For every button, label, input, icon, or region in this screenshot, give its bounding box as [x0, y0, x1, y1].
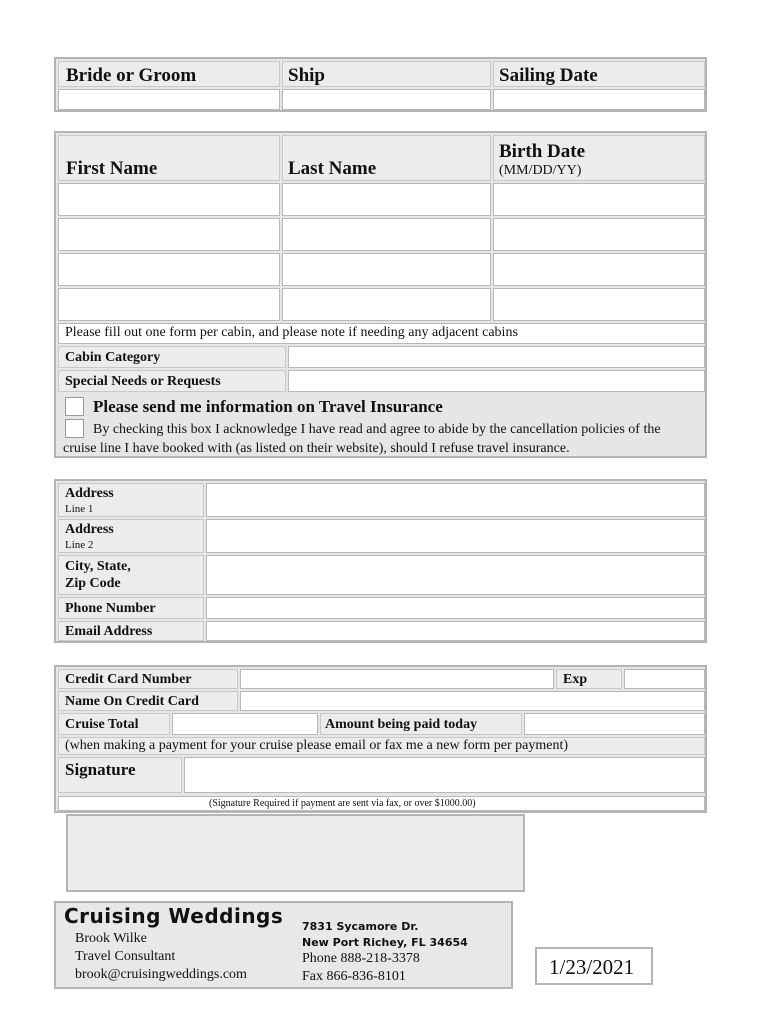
last-name-header: [282, 135, 491, 181]
signature-note-row: [58, 796, 705, 811]
cruise-total-label: Cruise Total: [65, 717, 139, 732]
ship-label: Ship: [288, 65, 325, 86]
last-name-input-2[interactable]: [282, 218, 491, 251]
passenger-table: [54, 131, 707, 458]
name-on-card-input[interactable]: [240, 691, 705, 711]
cabin-category-cell: [58, 346, 286, 368]
birth-date-input-1[interactable]: [493, 183, 705, 216]
exp-input[interactable]: [624, 669, 705, 689]
city-address: New Port Richey, FL 34654: [302, 936, 468, 949]
form-date-box: [535, 947, 653, 985]
amount-paid-label: Amount being paid today: [325, 717, 478, 732]
payment-note: (when making a payment for your cruise please email or fax me a new form per payment): [65, 738, 569, 753]
office-use-box: [66, 814, 525, 892]
address-line1-cell: [58, 483, 204, 517]
bride-groom-header: [58, 61, 280, 87]
first-name-input-4[interactable]: [58, 288, 280, 321]
sailing-date-label: Sailing Date: [499, 65, 598, 86]
last-name-input-1[interactable]: [282, 183, 491, 216]
first-name-input-1[interactable]: [58, 183, 280, 216]
first-name-input-3[interactable]: [58, 253, 280, 286]
special-needs-cell: [58, 370, 286, 392]
first-name-label: First Name: [66, 158, 158, 179]
payment-table: [54, 665, 707, 813]
street-address: 7831 Sycamore Dr.: [302, 920, 419, 933]
last-name-label: Last Name: [288, 158, 377, 179]
signature-input[interactable]: [184, 757, 705, 793]
phone-input[interactable]: [206, 597, 705, 619]
cabin-category-input[interactable]: [288, 346, 705, 368]
address-table: [54, 479, 707, 643]
bride-groom-input[interactable]: [58, 89, 280, 110]
zip-code-label: Zip Code: [65, 576, 121, 591]
city-state-label: City, State,: [65, 559, 131, 574]
address-line2-input[interactable]: [206, 519, 705, 553]
cc-number-label: Credit Card Number: [65, 672, 192, 687]
city-state-zip-input[interactable]: [206, 555, 705, 595]
ship-header: [282, 61, 491, 87]
address-line1-input[interactable]: [206, 483, 705, 517]
exp-cell: [556, 669, 622, 689]
address-line2-cell: [58, 519, 204, 553]
cc-number-input[interactable]: [240, 669, 554, 689]
phone-cell: [58, 597, 204, 619]
cruise-total-cell: [58, 713, 170, 735]
special-needs-label: Special Needs or Requests: [65, 374, 221, 389]
signature-note: (Signature Required if payment are sent via fax, or over $1000.00): [209, 798, 476, 809]
name-on-card-cell: [58, 691, 238, 711]
cabin-note-row: [58, 323, 705, 344]
signature-cell: [58, 757, 182, 793]
cabin-note: Please fill out one form per cabin, and please note if needing any adjacent cabins: [65, 325, 518, 340]
birth-date-input-4[interactable]: [493, 288, 705, 321]
insurance-info-label: Please send me information on Travel Insurance: [93, 397, 443, 416]
cabin-category-label: Cabin Category: [65, 350, 161, 365]
email-label: Email Address: [65, 624, 153, 639]
birth-date-format: (MM/DD/YY): [499, 163, 582, 178]
bride-groom-label: Bride or Groom: [66, 65, 197, 86]
company-name: Cruising Weddings: [64, 904, 284, 928]
birth-date-header: [493, 135, 705, 181]
phone-label: Phone Number: [65, 601, 156, 616]
special-needs-input[interactable]: [288, 370, 705, 392]
name-on-card-label: Name On Credit Card: [65, 694, 199, 709]
agent-name: Brook Wilke: [75, 931, 147, 946]
email-input[interactable]: [206, 621, 705, 641]
signature-label: Signature: [65, 760, 136, 779]
address-line1-sub: Line 1: [65, 503, 94, 515]
cancellation-ack-text: By checking this box I acknowledge I have read and agree to abide by the cancellation policies of the cruise line I have booked with (as listed on their website), should I refuse travel insurance.: [63, 422, 661, 456]
city-state-zip-cell: [58, 555, 204, 595]
first-name-header: [58, 135, 280, 181]
phone-number: Phone 888-218-3378: [302, 951, 420, 966]
birth-date-input-2[interactable]: [493, 218, 705, 251]
last-name-input-3[interactable]: [282, 253, 491, 286]
fax-number: Fax 866-836-8101: [302, 969, 406, 984]
email-cell: [58, 621, 204, 641]
birth-date-input-3[interactable]: [493, 253, 705, 286]
agent-email[interactable]: brook@cruisingweddings.com: [75, 967, 247, 982]
first-name-input-2[interactable]: [58, 218, 280, 251]
trip-table: [54, 57, 707, 112]
sailing-date-input[interactable]: [493, 89, 705, 110]
address-line1-label: Address: [65, 486, 114, 501]
cc-number-cell: [58, 669, 238, 689]
form-date: 1/23/2021: [549, 955, 635, 979]
address-line2-sub: Line 2: [65, 539, 94, 551]
payment-note-row: [58, 737, 705, 755]
address-line2-label: Address: [65, 522, 114, 537]
birth-date-label: Birth Date: [499, 141, 586, 162]
amount-paid-input[interactable]: [524, 713, 705, 735]
insurance-info-checkbox[interactable]: [65, 397, 84, 416]
sailing-date-header: [493, 61, 705, 87]
amount-paid-cell: [320, 713, 522, 735]
exp-label: Exp: [563, 672, 588, 687]
last-name-input-4[interactable]: [282, 288, 491, 321]
ship-input[interactable]: [282, 89, 491, 110]
contact-card: [54, 901, 513, 989]
agent-title: Travel Consultant: [75, 949, 176, 964]
cruise-total-input[interactable]: [172, 713, 318, 735]
